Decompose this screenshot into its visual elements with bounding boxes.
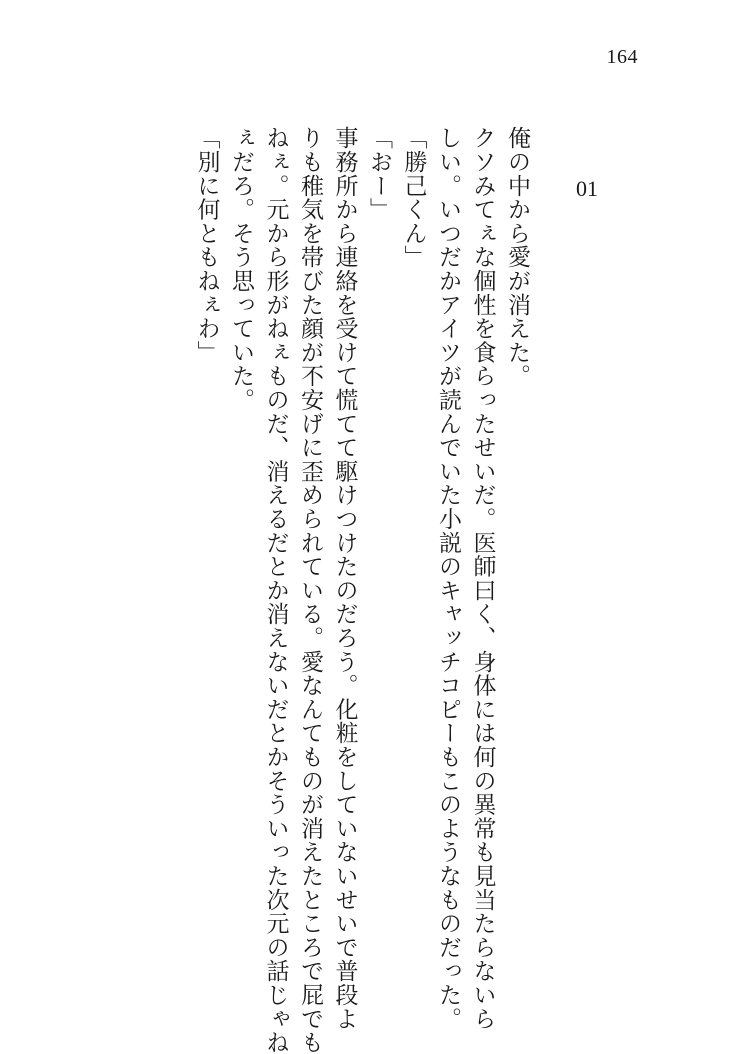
chapter-number: 01 <box>576 176 598 201</box>
text-line: 俺の中から愛が消えた。 <box>504 126 530 388</box>
text-line: ねぇ。元から形がねぇものだ、消えるだとか消えないだとかそういった次元の話じゃね <box>262 126 289 1054</box>
text-line: クソみてぇな個性を食らったせいだ。医師曰く、身体には何の異常も見当たらないら <box>469 126 496 1031</box>
body-text <box>189 126 534 1054</box>
text-line: しい。いつだかアイツが読んでいた小説のキャッチコピーもこのようなものだった。 <box>435 126 461 1031</box>
text-line: ぇだろ。そう思っていた。 <box>228 126 254 412</box>
text-line: 事務所から連絡を受けて慌てて駆けつけたのだろう。化粧をしていないせいで普段よ <box>331 126 358 1031</box>
text-line: りも稚気を帯びた顔が不安げに歪められている。愛なんてものが消えたところで屁でも <box>297 126 323 1054</box>
text-line: 「おー」 <box>366 126 392 222</box>
page-number: 164 <box>606 46 638 68</box>
text-line: 「別に何ともねぇわ」 <box>193 126 220 364</box>
text-line: 「勝己くん」 <box>400 126 427 269</box>
